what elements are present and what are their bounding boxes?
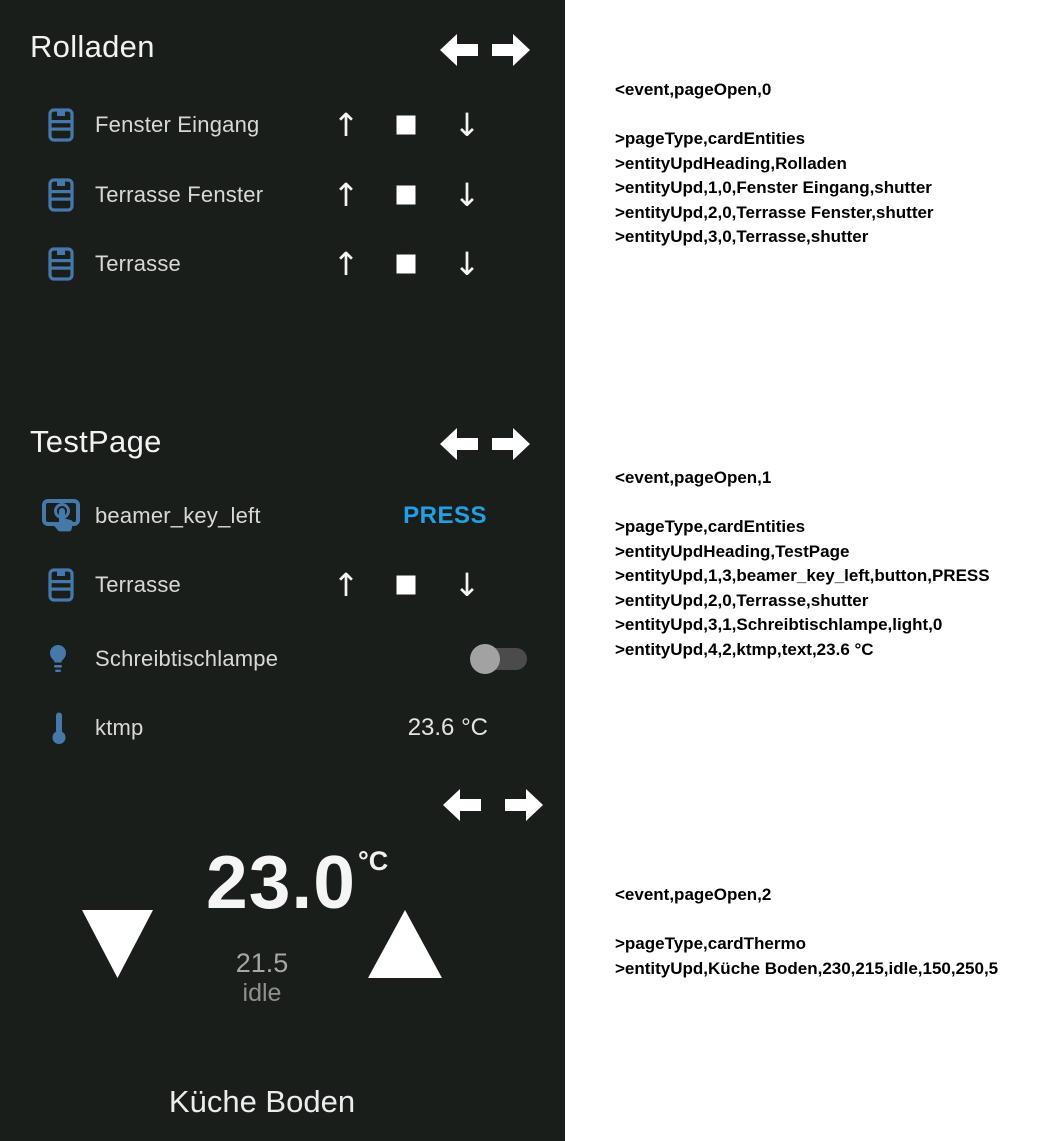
protocol-block-page2 — [615, 883, 1040, 981]
hvac-state: idle — [242, 979, 282, 1007]
arrow-right-icon — [492, 34, 530, 66]
protocol-block-page1 — [615, 466, 1040, 662]
press-button[interactable]: PRESS — [403, 502, 487, 529]
protocol-line — [615, 908, 1040, 933]
shutter-down-button[interactable]: ↓ — [453, 245, 481, 283]
entity-label: Terrasse Fenster — [95, 182, 264, 207]
protocol-line: >pageType,cardThermo — [615, 934, 806, 953]
protocol-line: >pageType,cardEntities — [615, 129, 806, 148]
shutter-up-button[interactable]: ↑ — [332, 245, 360, 283]
stop-square-icon — [397, 576, 416, 595]
entity-row-ktmp — [0, 693, 565, 763]
window-shutter-icon — [48, 108, 74, 142]
page-next-button[interactable] — [505, 789, 543, 821]
setpoint-decrease-button[interactable] — [82, 910, 153, 978]
gesture-tap-button-icon — [42, 496, 84, 536]
stop-square-icon — [397, 116, 416, 135]
protocol-line: >entityUpd,3,0,Terrasse,shutter — [615, 227, 869, 246]
entity-row-fenster-eingang — [0, 90, 565, 160]
page-prev-button[interactable] — [440, 34, 478, 66]
shutter-up-button[interactable]: ↑ — [332, 176, 360, 214]
stop-square-icon — [397, 255, 416, 274]
protocol-line — [615, 491, 1040, 516]
arrow-right-icon — [492, 428, 530, 460]
stop-square-icon — [397, 186, 416, 205]
entity-label: Terrasse — [95, 572, 181, 597]
protocol-block-page0 — [615, 78, 1040, 250]
arrow-right-icon — [505, 789, 543, 821]
entity-label: Terrasse — [95, 251, 181, 276]
setpoint-increase-button[interactable] — [368, 910, 442, 978]
lightbulb-icon — [48, 644, 68, 674]
sensor-value: 23.6 °C — [407, 714, 488, 741]
protocol-line: >entityUpd,Küche Boden,230,215,idle,150,250,5 — [615, 958, 999, 978]
entity-label: Fenster Eingang — [95, 112, 260, 137]
triangle-up-icon — [368, 910, 442, 978]
protocol-line: >pageType,cardEntities — [615, 517, 806, 536]
protocol-line: >entityUpd,4,2,ktmp,text,23.6 °C — [615, 639, 874, 659]
page-next-button[interactable] — [492, 428, 530, 460]
entity-row-schreibtischlampe — [0, 624, 565, 694]
window-shutter-icon — [48, 247, 74, 281]
protocol-line: <event,pageOpen,0 — [615, 80, 772, 99]
entity-row-terrasse — [0, 550, 565, 620]
arrow-left-icon — [440, 428, 478, 460]
shutter-stop-button[interactable] — [397, 576, 416, 595]
shutter-stop-button[interactable] — [397, 186, 416, 205]
current-temperature: 23.0 — [206, 840, 356, 924]
window-shutter-icon — [48, 568, 74, 602]
protocol-line: <event,pageOpen,1 — [615, 468, 772, 487]
entity-row-terrasse-fenster — [0, 160, 565, 230]
page-next-button[interactable] — [492, 34, 530, 66]
toggle-knob — [470, 644, 500, 674]
page-prev-button[interactable] — [440, 428, 478, 460]
page-title: TestPage — [30, 424, 162, 459]
protocol-line: >entityUpdHeading,Rolladen — [615, 153, 847, 173]
shutter-stop-button[interactable] — [397, 116, 416, 135]
shutter-up-button[interactable]: ↑ — [332, 566, 360, 604]
light-toggle-switch[interactable] — [470, 644, 527, 674]
entity-label: Schreibtischlampe — [95, 646, 279, 671]
shutter-down-button[interactable]: ↓ — [453, 566, 481, 604]
entity-label: ktmp — [95, 715, 144, 740]
protocol-line: >entityUpdHeading,TestPage — [615, 541, 850, 561]
triangle-down-icon — [82, 910, 153, 978]
protocol-line: >entityUpd,1,0,Fenster Eingang,shutter — [615, 178, 932, 197]
shutter-down-button[interactable]: ↓ — [453, 106, 481, 144]
page-prev-button[interactable] — [443, 789, 481, 821]
protocol-line: >entityUpd,2,0,Terrasse,shutter — [615, 590, 869, 610]
arrow-left-icon — [440, 34, 478, 66]
arrow-left-icon — [443, 789, 481, 821]
page-title: Rolladen — [30, 29, 155, 64]
entity-row-beamer-key-left — [0, 481, 565, 551]
shutter-down-button[interactable]: ↓ — [453, 176, 481, 214]
protocol-line: >entityUpd,2,0,Terrasse Fenster,shutter — [615, 202, 934, 222]
temperature-unit: °C — [358, 846, 389, 876]
entity-label: beamer_key_left — [95, 503, 261, 528]
entity-row-terrasse — [0, 229, 565, 299]
window-shutter-icon — [48, 178, 74, 212]
thermostat-name: Küche Boden — [168, 1084, 356, 1119]
protocol-line — [615, 103, 1040, 128]
protocol-line: >entityUpd,3,1,Schreibtischlampe,light,0 — [615, 615, 943, 634]
shutter-stop-button[interactable] — [397, 255, 416, 274]
shutter-up-button[interactable]: ↑ — [332, 106, 360, 144]
protocol-line: >entityUpd,1,3,beamer_key_left,button,PRESS — [615, 566, 990, 585]
protocol-line: <event,pageOpen,2 — [615, 885, 772, 904]
thermometer-icon — [52, 712, 66, 745]
target-temperature: 21.5 — [235, 948, 289, 978]
